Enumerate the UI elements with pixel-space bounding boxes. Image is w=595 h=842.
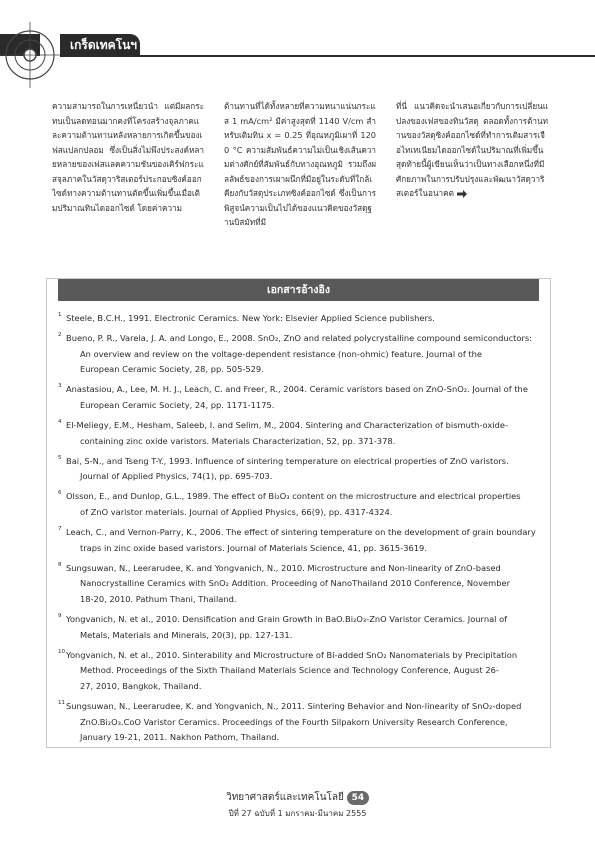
- reference-line: An overview and review on the voltage-dependent resistance (non-ohmic) feature. Journal of the: [80, 348, 483, 359]
- reference-line: Leach, C., and Vernon-Parry, K., 2006. The effect of sintering temperature on the development of grain boundary: [66, 527, 536, 538]
- reference-line: Journal of Applied Physics, 74(1), pp. 695-703.: [80, 471, 273, 482]
- reference-number: 4: [58, 419, 62, 426]
- body-paragraph-1: ความสามารถในการเหนี่ยวนำ แต่มีผลกระทบเป็นลดทอนมากคงที่โครงสร้างจุลภาคและความต้านทานหลังหลายการเกิดขึ้นของเฟสแปลกปลอม ซึ่งเป็นสิ่งไม่พึงประสงค์หลายหลายของเฟสแลคความชันของเคิร์ฟกระแสจุลภาคในวัสดุวาริสเตอร์ประกอบซิงค์ออกไซด์ทางความต้านทานตัดขึ้นเพิ่มขึ้นเมื่อเติมปริมาณทินไดออกไซด์ โดยค่าความ: [52, 101, 204, 213]
- body-column-3: [396, 99, 548, 274]
- body-paragraph-3-text: ที่นี่ แนวคิดจะนำเสนอเกี่ยวกับการเปลี่ยนแปลงของเฟสของทินวัสดุ ตลอดทั้งการต้านทานของวัสดุซิงค์ออกไซด์ที่ทำการเติมสารเจือไทเทเนียมไดออกไซด์ในปริมาณที่เพิ่มขึ้น สุดท้ายนี้ผู้เขียนเห็นว่าเป็นทางเลือกหนึ่งที่มีศักยภาพในการปรับปรุงและพัฒนาวัสดุวาริสเตอร์ในอนาคต: [396, 101, 548, 198]
- reference-item: [58, 418, 542, 449]
- body-paragraph-2: ต้านทานที่ได้ทั้งหลายที่ความหนาแน่นกระแส 1 mA/cm² มีค่าสูงสุดที่ 1140 V/cm สำหรับเติมทิน x = 0.25 ที่อุณหภูมิเผาที่ 1200 °C ความสัมพันธ์ความไม่เป็นเชิงเส้นความต่างศักย์ที่สัมพันธ์กับทางอุณหภูมิ รวมถึงผลลัพธ์ของการเผาผนึกที่มีอยู่ในระดับที่ใกล้เคียงกับวัสดุประเภทซิงค์ออกไซด์ ซึ่งเป็นการพิสูจน์ความเป็นไปได้ของแนวคิดของวัสดุฐานบิสมัทที่มี: [224, 101, 376, 227]
- reference-line: European Ceramic Society, 28, pp. 505-529.: [80, 364, 264, 375]
- page-number-badge: 54: [347, 791, 369, 805]
- reference-item: [58, 311, 542, 327]
- header-rule: [60, 55, 595, 57]
- reference-line: Yongvanich, N. et al., 2010. Sinterability and Microstructure of Bi-added SnO₂ Nanomaterials by Precipitation: [66, 649, 518, 660]
- reference-number: 2: [58, 332, 62, 339]
- reference-item: [58, 454, 542, 485]
- reference-line: Bueno, P. R., Varela, J. A. and Longo, E., 2008. SnO₂, ZnO and related polycrystalline compound semiconductors:: [66, 333, 533, 344]
- reference-item: [58, 331, 542, 378]
- reference-line: Olsson, E., and Dunlop, G.L., 1989. The effect of Bi₂O₃ content on the microstructure and electrical properties: [66, 491, 521, 502]
- reference-line: Sungsuwan, N., Leerarudee, K. and Yongvanich, N., 2011. Sintering Behavior and Non-linearity of SnO₂-doped: [66, 701, 522, 712]
- reference-line: European Ceramic Society, 24, pp. 1171-1175.: [80, 399, 275, 410]
- reference-number: 11: [58, 700, 65, 707]
- reference-line: 27, 2010, Bangkok, Thailand.: [80, 680, 202, 691]
- reference-line: of ZnO varistor materials. Journal of Applied Physics, 66(9), pp. 4317-4324.: [80, 507, 393, 518]
- reference-item: [58, 699, 542, 746]
- reference-number: 9: [58, 613, 62, 620]
- references-title: เอกสารอ้างอิง: [58, 279, 539, 301]
- reference-item: [58, 382, 542, 413]
- reference-line: Yongvanich, N. et al., 2010. Densification and Grain Growth in BaO.Bi₂O₃-ZnO Varistor Ceramics. Journal of: [66, 614, 508, 625]
- reference-line: Steele, B.C.H., 1991. Electronic Ceramics. New York: Elsevier Applied Science publishers.: [66, 313, 435, 323]
- reference-line: Sungsuwan, N., Leerarudee, K. and Yongvanich, N., 2010. Microstructure and Non-linearity of ZnO-based: [66, 562, 501, 573]
- footer: [0, 790, 595, 820]
- body-column-2: [224, 99, 376, 274]
- reference-line: containing zinc oxide varistors. Materials Characterization, 52, pp. 371-378.: [80, 435, 396, 446]
- body-paragraph-3: [396, 99, 548, 201]
- reference-number: 5: [58, 454, 62, 461]
- reference-item: [58, 648, 542, 695]
- reference-line: Anastasiou, A., Lee, M. H. J., Leach, C. and Freer, R., 2004. Ceramic varistors based on ZnO-SnO₂. Journal of the: [66, 384, 528, 395]
- reference-line: Method. Proceedings of the Sixth Thailand Materials Science and Technology Conference, August 26-: [80, 665, 499, 676]
- reference-number: 1: [58, 312, 62, 318]
- reference-item: [58, 489, 542, 520]
- footer-journal-line: [0, 790, 595, 805]
- reference-line: Bai, S-N., and Tseng T-Y., 1993. Influence of sintering temperature on electrical properties of ZnO varistors.: [66, 455, 509, 466]
- footer-issue: ปีที่ 27 ฉบับที่ 1 มกราคม-มีนาคม 2555: [228, 809, 367, 818]
- reference-number: 10: [58, 648, 65, 655]
- body-column-1: [52, 99, 204, 274]
- reference-line: Nanocrystalline Ceramics with SnO₂ Addition. Proceeding of NanoThailand 2010 Conference, November: [80, 578, 510, 589]
- reference-item: [58, 561, 542, 608]
- reference-number: 6: [58, 490, 62, 497]
- continue-arrow-icon: [457, 190, 467, 198]
- reference-item: [58, 612, 542, 643]
- reference-number: 8: [58, 561, 62, 568]
- reference-number: 7: [58, 526, 62, 533]
- reference-item: [58, 525, 542, 556]
- reference-line: 18-20, 2010. Pathum Thani, Thailand.: [80, 594, 237, 604]
- reference-line: traps in zinc oxide based varistors. Journal of Materials Science, 41, pp. 3615-3619.: [80, 542, 427, 553]
- references-list: [58, 311, 542, 750]
- reference-line: January 19-21, 2011. Nakhon Pathom, Thailand.: [80, 732, 280, 743]
- footer-journal-title: วิทยาศาสตร์และเทคโนโลยี: [226, 792, 344, 803]
- section-brand-tab: เกร็ดเทคโนฯ: [60, 34, 140, 56]
- body-columns: [52, 99, 548, 274]
- reference-line: ZnO.Bi₂O₃.CoO Varistor Ceramics. Proceedings of the Fourth Silpakorn University Research Conference,: [80, 716, 508, 727]
- reference-number: 3: [58, 383, 62, 390]
- reference-line: Metals, Materials and Minerals, 20(3), pp. 127-131.: [80, 629, 293, 640]
- reference-line: El-Meliegy, E.M., Hesham, Saleeb, I. and Selim, M., 2004. Sintering and Characterization of bismuth-oxide-: [66, 420, 508, 431]
